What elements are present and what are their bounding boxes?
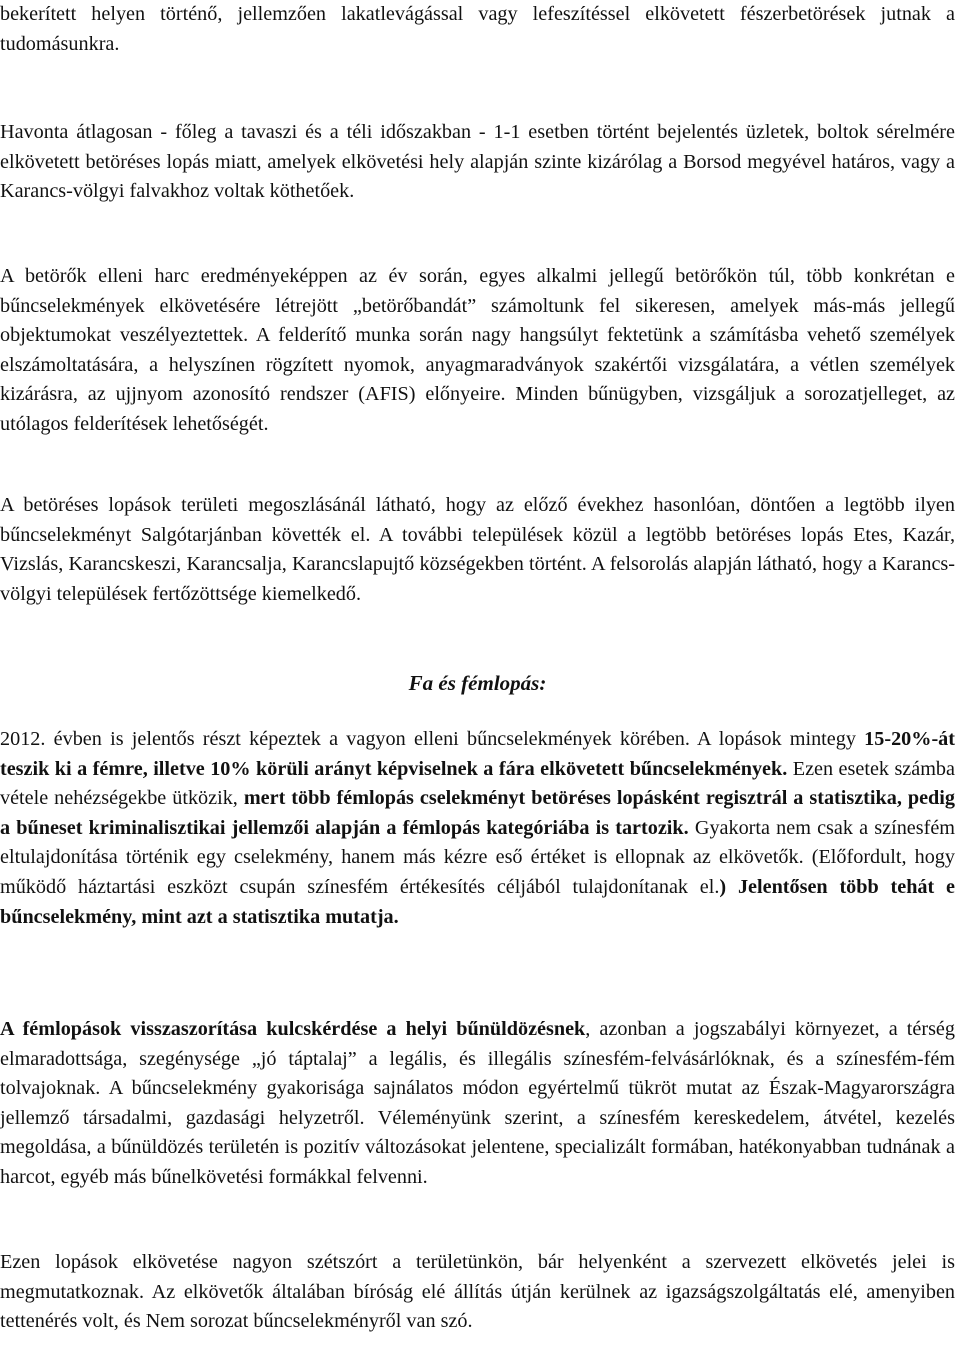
text-run: 2012. évben is jelentős részt képeztek a vagyon elleni bűncselekmények körében. A lopások mintegy [0, 728, 865, 750]
text-run: Havonta átlagosan - főleg a tavaszi és a téli időszakban - 1-1 esetben történt bejelentés üzletek, boltok sérelmére elkövetett betöréses lopás miatt, amelyek elkövetési hely alapján szinte kizárólag a Borsod megyével határos, vagy a Karancs-völgyi falvakhoz voltak köthetőek. [0, 121, 955, 203]
bold-text-run: A fémlopások visszaszorítása kulcskérdése a helyi bűnüldözésnek [0, 1018, 586, 1040]
section-heading: Fa és fémlopás: [408, 671, 547, 695]
text-run: A betöréses lopások területi megoszlásánál látható, hogy az előző évekhez hasonlóan, döntően a legtöbb ilyen bűncselekményt Salgótarjánban követték el. A további települések közül a legtöbb betöréses lopás Etes, Kazár, Vizslás, Karancskeszi, Karancsalja, Karancslapujtő községekben történt. A felsorolás alapján látható, hogy a Karancs-völgyi települések fertőzöttsége kiemelkedő. [0, 494, 955, 605]
text-run: Ezen esetek számba vétele nehézségekbe ütközik, [0, 757, 955, 810]
bold-text-run: 15-20%-át teszik ki a fémre, illetve 10% körüli arányt képviselnek a fára elkövetett bűncselekmények. [0, 728, 955, 780]
paragraph-scattered-thefts [0, 1248, 955, 1337]
bold-text-run: ) Jelentősen több tehát e bűncselekmény, mint azt a statisztika mutatja. [0, 875, 956, 928]
paragraph-burglar-gangs [0, 262, 955, 440]
bold-text-run: mert több fémlopás cselekményt betöréses lopásként regisztrál a statisztika, pedig a bűneset kriminalisztikai jellemzői alapján a fémlopás kategóriába is tartozik. [0, 787, 955, 839]
text-run: A betörők elleni harc eredményeképpen az év során, egyes alkalmi jellegű betörőkön túl, több konkrétan e bűncselekmények elkövetésére létrejött „betörőbandát” számoltunk fel sikeresen, amelyek más-más jellegű objektumokat veszélyeztettek. A felderítő munka során nagy hangsúlyt fektetünk a számításba vehető személyek elszámoltatására, a helyszínen rögzített nyomok, anyagmaradványok szakértői vizsgálatára, a vétlen személyek kizárásra, az ujjnyom azonosító rendszer (AFIS) előnyeire. Minden bűnügyben, vizsgáljuk a sorozatjelleget, az utólagos felderítések lehetőségét. [0, 265, 955, 435]
text-run: bekerített helyen történő, jellemzően lakatlevágással vagy lefeszítéssel elkövetett fészerbetörések jutnak a tudomásunkra. [0, 3, 955, 55]
text-run: Gyakorta nem csak a színesfém eltulajdonítása történik egy cselekmény, hanem más kézre eső értéket is ellopnak az elkövetők. (Előfordult, hogy működő háztartási eszközt csupán színesfém értékesítés céljából tulajdonítanak el. [0, 816, 955, 898]
paragraph-territorial-distribution [0, 491, 955, 609]
paragraph-metal-theft-statistics [0, 725, 955, 932]
text-run: Ezen lopások elkövetése nagyon szétszórt a területünkön, bár helyenként a szervezett elkövetés jelei is megmutatkoznak. Az elkövetők általában bíróság elé állítás útján kerülnek az igazságszolgáltatás elé, amenyiben tettenérés volt, és Nem sorozat bűncselekményről van szó. [0, 1251, 955, 1333]
paragraph-intro-continuation [0, 0, 955, 59]
paragraph-shop-burglaries [0, 118, 955, 207]
text-run: , azonban a jogszabályi környezet, a térség elmaradottsága, szegénysége „jó táptalaj” a legális, és illegális színesfém-felvásárlóknak, és a színesfém-fém tolvajoknak. A bűncselekmény gyakorisága sajnálatos módon egyértelmű tükröt mutat az Észak-Magyarországra jellemző társadalmi, gazdasági helyzetről. Véleményünk szerint, a színesfém kereskedelem, átvétel, kezelés megoldása, a bűnüldözés területén is pozitív változásokat jelentene, specializált formában, hatékonyabban tudnának a harcot, egyéb más bűnelkövetési formákkal felvenni. [0, 1018, 955, 1188]
paragraph-metal-theft-suppression [0, 1015, 955, 1193]
